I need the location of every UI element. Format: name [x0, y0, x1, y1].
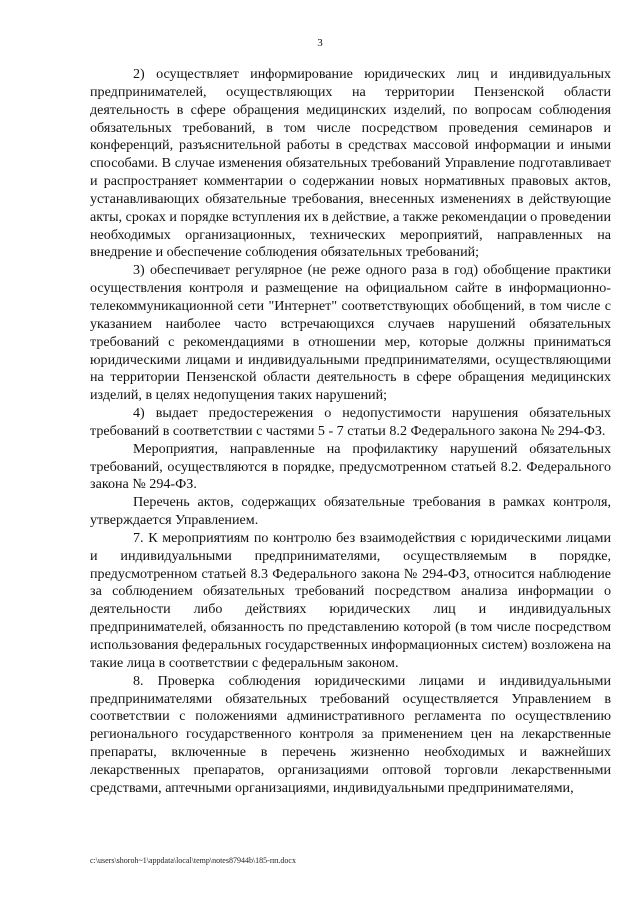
paragraph-item-3-practice-summary: 3) обеспечивает регулярное (не реже одного раза в год) обобщение практики осуществления контроля и размещение на официальном сайте в информационно-телекоммуникационной сети "Интернет" соответствующих обобщений, в том числе с указанием наиболее часто встречающихся случаев нарушений обязательных требований с рекомендациями в отношении мер, которые должны приниматься юридическими лицами и индивидуальными предпринимателями, осуществляющими на территории Пензенской области деятельность в сфере обращения медицинских изделий, в целях недопущения таких нарушений;: [90, 262, 611, 404]
paragraph-item-2-informing: 2) осуществляет информирование юридических лиц и индивидуальных предпринимателей, осуществляющих на территории Пензенской области деятельность в сфере обращения медицинских изделий, по вопросам соблюдения обязательных требований, в том числе посредством проведения семинаров и конференций, разъяснительной работы в средствах массовой информации и иными способами. В случае изменения обязательных требований Управление подготавливает и распространяет комментарии о содержании новых нормативных правовых актов, устанавливающих обязательные требования, внесенных изменениях в действующие акты, сроках и порядке вступления их в действие, а также рекомендации о проведении необходимых организационных, технических мероприятий, направленных на внедрение и обеспечение соблюдения обязательных требований;: [90, 66, 611, 261]
paragraph-clause-8: 8. Проверка соблюдения юридическими лицами и индивидуальными предпринимателями обязательных требований осуществляется Управлением в соответствии с положениями административного регламента по осуществлению регионального государственного контроля за применением цен на лекарственные препараты, включенные в перечень жизненно необходимых и важнейших лекарственных препаратов, организациями оптовой торговли лекарственными средствами, аптечными организациями, индивидуальными предпринимателями,: [90, 672, 611, 796]
paragraph-clause-7: 7. К мероприятиям по контролю без взаимодействия с юридическими лицами и индивидуальными предпринимателями, осуществляемым в порядке, предусмотренном статьей 8.3 Федерального закона № 294-ФЗ, относится наблюдение за соблюдением обязательных требований посредством анализа информации о деятельности либо действиях юридических лиц и индивидуальных предпринимателей, обязанность по представлению которой (в том числе посредством использования федеральных государственных информационных систем) возложена на такие лица в соответствии с федеральным законом.: [90, 529, 611, 671]
document-body: [90, 66, 611, 798]
footer-file-path: c:\users\shoroh~1\appdata\local\temp\notes87944b\185-пп.docx: [90, 856, 296, 865]
paragraph-prevention-measures: Мероприятия, направленные на профилактику нарушений обязательных требований, осуществляются в порядке, предусмотренном статьей 8.2. Федерального закона № 294-ФЗ.: [90, 440, 611, 493]
paragraph-acts-list: Перечень актов, содержащих обязательные требования в рамках контроля, утверждается Управлением.: [90, 494, 611, 529]
paragraph-item-4-warnings: 4) выдает предостережения о недопустимости нарушения обязательных требований в соответствии с частями 5 - 7 статьи 8.2 Федерального закона № 294-ФЗ.: [90, 405, 611, 439]
page-number: 3: [317, 37, 323, 49]
